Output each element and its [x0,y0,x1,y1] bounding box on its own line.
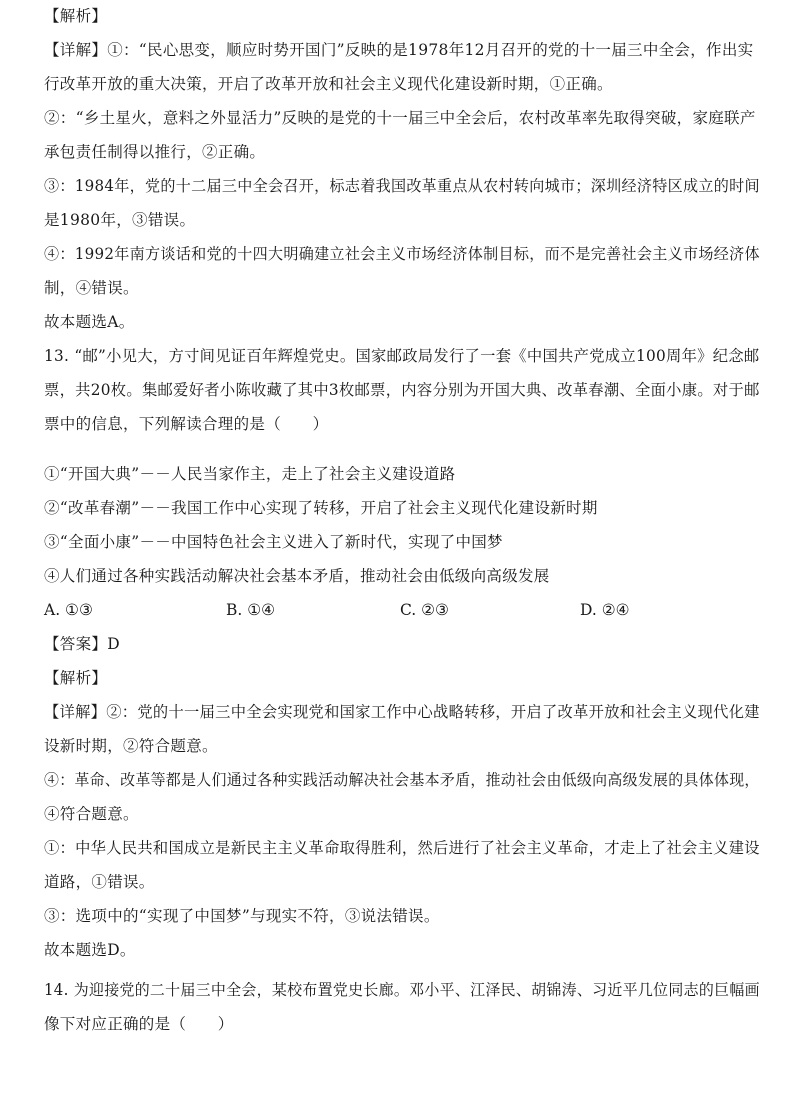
detail-paragraph-3-line-2: 是1980年，③错误。 [44,211,196,229]
q13-stem-line-3: 票中的信息，下列解读合理的是（ ） [44,415,329,433]
q13-detail-1-line-2: 设新时期，②符合题意。 [44,737,218,755]
q13-item-1: ①“开国大典”－－人民当家作主，走上了社会主义建设道路 [44,465,456,483]
q13-item-4: ④人们通过各种实践活动解决社会基本矛盾，推动社会由低级向高级发展 [44,567,550,585]
q13-detail-4-line-1: ③：选项中的“实现了中国梦”与现实不符，③说法错误。 [44,907,440,925]
detail-paragraph-4-line-1: ④：1992年南方谈话和党的十四大明确建立社会主义市场经济体制目标，而不是完善社会主义市场经济体 [44,245,760,263]
detail-paragraph-2-line-1: ②：“乡土星火，意料之外显活力”反映的是党的十一届三中全会后，农村改革率先取得突破，家庭联产 [44,109,756,127]
q13-option-c: C. ②③ [400,601,449,619]
q13-detail-2-line-1: ④：革命、改革等都是人们通过各种实践活动解决社会基本矛盾，推动社会由低级向高级发展的具体体现， [44,771,760,789]
q13-detail-2-line-2: ④符合题意。 [44,805,139,823]
detail-paragraph-4-line-2: 制，④错误。 [44,279,139,297]
detail-paragraph-1-line-2: 行改革开放的重大决策，开启了改革开放和社会主义现代化建设新时期，①正确。 [44,75,613,93]
q13-option-a: A. ①③ [44,601,93,619]
q13-item-3: ③“全面小康”－－中国特色社会主义进入了新时代，实现了中国梦 [44,533,503,551]
q13-options [44,600,764,622]
analysis-header: 【解析】 [44,7,108,25]
q13-answer: 【答案】D [44,635,120,653]
q13-option-b: B. ①④ [226,601,276,619]
q13-item-2: ②“改革春潮”－－我国工作中心实现了转移，开启了社会主义现代化建设新时期 [44,499,598,517]
q13-conclusion: 故本题选D。 [44,941,136,959]
q13-detail-3-line-1: ①：中华人民共和国成立是新民主主义革命取得胜利，然后进行了社会主义革命，才走上了社会主义建设 [44,839,760,857]
q13-analysis-header: 【解析】 [44,669,108,687]
q14-stem-line-1: 14. 为迎接党的二十届三中全会，某校布置党史长廊。邓小平、江泽民、胡锦涛、习近平几位同志的巨幅画 [44,981,760,999]
q13-stem-line-2: 票，共20枚。集邮爱好者小陈收藏了其中3枚邮票，内容分别为开国大典、改革春潮、全面小康。对于邮 [44,381,760,399]
q13-stem-line-1: 13. “邮”小见大，方寸间见证百年辉煌党史。国家邮政局发行了一套《中国共产党成立100周年》纪念邮 [44,347,760,365]
detail-paragraph-1-line-1: 【详解】①：“民心思变，顺应时势开国门”反映的是1978年12月召开的党的十一届三中全会，作出实 [44,41,754,59]
q14-stem-line-2: 像下对应正确的是（ ） [44,1015,234,1033]
detail-paragraph-3-line-1: ③：1984年，党的十二届三中全会召开，标志着我国改革重点从农村转向城市；深圳经济特区成立的时间 [44,177,760,195]
conclusion-a: 故本题选A。 [44,313,135,331]
q13-detail-1-line-1: 【详解】②：党的十一届三中全会实现党和国家工作中心战略转移，开启了改革开放和社会主义现代化建 [44,703,760,721]
detail-paragraph-2-line-2: 承包责任制得以推行，②正确。 [44,143,266,161]
q13-detail-3-line-2: 道路，①错误。 [44,873,155,891]
q13-option-d: D. ②④ [580,601,630,619]
